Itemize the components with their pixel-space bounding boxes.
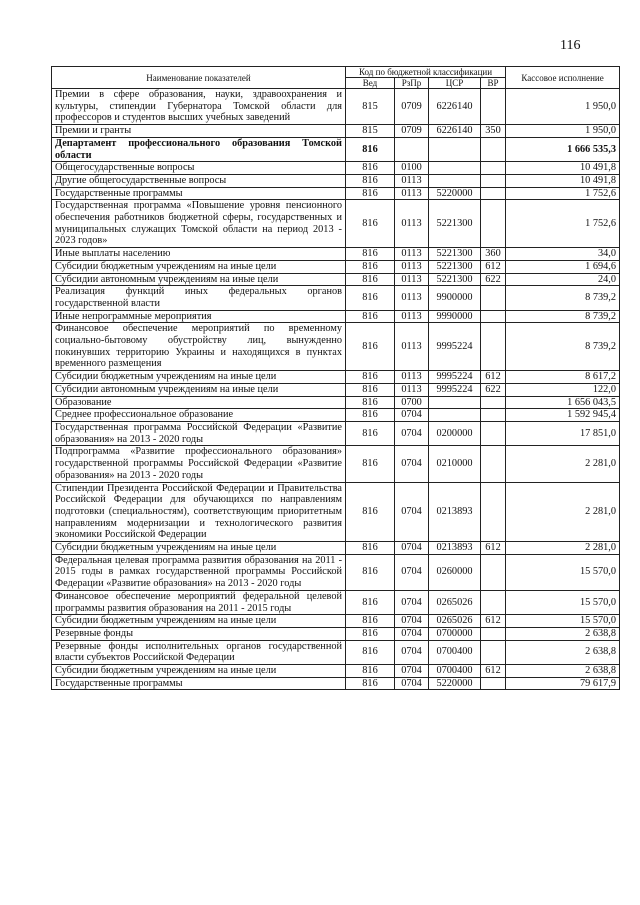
row-name: Другие общегосударственные вопросы: [52, 174, 346, 187]
row-value: 15 570,0: [506, 554, 620, 590]
row-rzpr: 0704: [395, 677, 429, 690]
row-name: Иные непрограммные мероприятия: [52, 310, 346, 323]
row-vr: [481, 162, 506, 175]
row-name: Субсидии бюджетным учреждениям на иные цели: [52, 371, 346, 384]
row-vr: 622: [481, 383, 506, 396]
row-csr: [429, 409, 481, 422]
row-vr: 622: [481, 273, 506, 286]
row-csr: [429, 162, 481, 175]
row-vr: 612: [481, 665, 506, 678]
table-row: [52, 260, 620, 273]
row-csr: 0700400: [429, 665, 481, 678]
table-row: [52, 421, 620, 445]
row-vr: 360: [481, 248, 506, 261]
row-csr: [429, 174, 481, 187]
row-rzpr: 0704: [395, 446, 429, 482]
table-row: [52, 665, 620, 678]
row-ved: 816: [346, 482, 395, 542]
row-value: 24,0: [506, 273, 620, 286]
row-rzpr: 0704: [395, 615, 429, 628]
table-row: [52, 310, 620, 323]
row-ved: 816: [346, 137, 395, 161]
row-name: Департамент профессионального образования Томской области: [52, 137, 346, 161]
row-rzpr: 0704: [395, 421, 429, 445]
row-rzpr: 0704: [395, 590, 429, 614]
row-value: 1 656 043,5: [506, 396, 620, 409]
row-csr: 0200000: [429, 421, 481, 445]
row-name: Среднее профессиональное образование: [52, 409, 346, 422]
row-rzpr: [395, 137, 429, 161]
table-row: [52, 590, 620, 614]
row-rzpr: 0113: [395, 323, 429, 371]
row-value: 2 281,0: [506, 482, 620, 542]
row-name: Субсидии бюджетным учреждениям на иные цели: [52, 542, 346, 555]
table-row: [52, 89, 620, 125]
table-row: [52, 554, 620, 590]
row-vr: [481, 627, 506, 640]
row-name: Реализация функций иных федеральных органов государственной власти: [52, 286, 346, 310]
row-rzpr: 0113: [395, 286, 429, 310]
row-value: 2 638,8: [506, 627, 620, 640]
row-vr: [481, 482, 506, 542]
row-rzpr: 0704: [395, 542, 429, 555]
row-name: Субсидии бюджетным учреждениям на иные цели: [52, 665, 346, 678]
row-vr: [481, 137, 506, 161]
header-csr: ЦСР: [429, 78, 481, 89]
page-number: 116: [560, 38, 581, 53]
row-name: Субсидии автономным учреждениям на иные цели: [52, 273, 346, 286]
row-rzpr: 0704: [395, 409, 429, 422]
row-vr: [481, 640, 506, 664]
row-vr: 612: [481, 615, 506, 628]
row-name: Государственная программа «Повышение уровня пенсионного обеспечения работников бюджетной сферы, государственных и муниципальных служащих Томской области на период 2013 - 2023 годов»: [52, 200, 346, 248]
table-row: [52, 482, 620, 542]
row-vr: [481, 187, 506, 200]
row-vr: 350: [481, 125, 506, 138]
row-value: 15 570,0: [506, 590, 620, 614]
row-vr: [481, 590, 506, 614]
row-ved: 816: [346, 187, 395, 200]
row-rzpr: 0113: [395, 248, 429, 261]
row-csr: 5221300: [429, 260, 481, 273]
row-ved: 816: [346, 248, 395, 261]
row-vr: [481, 396, 506, 409]
table-row: [52, 409, 620, 422]
row-rzpr: 0113: [395, 187, 429, 200]
row-ved: 815: [346, 125, 395, 138]
row-csr: 0260000: [429, 554, 481, 590]
row-value: 2 281,0: [506, 446, 620, 482]
row-name: Государственные программы: [52, 187, 346, 200]
row-name: Стипендии Президента Российской Федерации и Правительства Российской Федерации для обучающихся по направлениям подготовки (специальностям), соответствующим приоритетным направлениям модернизации и технологического развития экономики Российской Федерации: [52, 482, 346, 542]
table-row: [52, 323, 620, 371]
row-ved: 816: [346, 273, 395, 286]
row-csr: [429, 396, 481, 409]
table-row: [52, 174, 620, 187]
row-rzpr: 0113: [395, 310, 429, 323]
header-vr: ВР: [481, 78, 506, 89]
row-name: Премии в сфере образования, науки, здравоохранения и культуры, стипендии Губернатора Томской области для профессоров и студентов высших учебных заведений: [52, 89, 346, 125]
row-ved: 816: [346, 383, 395, 396]
row-rzpr: 0113: [395, 273, 429, 286]
row-ved: 816: [346, 446, 395, 482]
table-row: [52, 273, 620, 286]
row-vr: [481, 554, 506, 590]
row-name: Субсидии бюджетным учреждениям на иные цели: [52, 260, 346, 273]
row-vr: [481, 286, 506, 310]
row-name: Резервные фонды исполнительных органов государственной власти субъектов Российской Федерации: [52, 640, 346, 664]
row-rzpr: 0113: [395, 383, 429, 396]
row-vr: [481, 200, 506, 248]
table-row: [52, 383, 620, 396]
row-value: 2 638,8: [506, 665, 620, 678]
row-ved: 816: [346, 174, 395, 187]
row-ved: 816: [346, 162, 395, 175]
row-name: Финансовое обеспечение мероприятий по временному социально-бытовому обустройству лиц, вынужденно покинувших территорию Украины и находящихся в пунктах временного размещения: [52, 323, 346, 371]
row-vr: [481, 323, 506, 371]
row-value: 15 570,0: [506, 615, 620, 628]
row-ved: 816: [346, 396, 395, 409]
row-name: Подпрограмма «Развитие профессионального образования» государственной программы Российской Федерации «Развитие образования» на 2013 - 2020 годы: [52, 446, 346, 482]
row-value: 10 491,8: [506, 174, 620, 187]
row-csr: 0213893: [429, 542, 481, 555]
row-rzpr: 0704: [395, 665, 429, 678]
row-ved: 816: [346, 640, 395, 664]
table-row: [52, 125, 620, 138]
row-vr: 612: [481, 542, 506, 555]
header-name: Наименование показателей: [52, 67, 346, 89]
row-rzpr: 0704: [395, 554, 429, 590]
row-ved: 816: [346, 409, 395, 422]
row-csr: [429, 137, 481, 161]
row-ved: 816: [346, 310, 395, 323]
row-rzpr: 0113: [395, 260, 429, 273]
header-code-group: Код по бюджетной классификации: [346, 67, 506, 78]
row-name: Резервные фонды: [52, 627, 346, 640]
row-ved: 816: [346, 615, 395, 628]
header-rzpr: РзПр: [395, 78, 429, 89]
row-ved: 816: [346, 323, 395, 371]
row-rzpr: 0704: [395, 627, 429, 640]
row-value: 1 666 535,3: [506, 137, 620, 161]
row-name: Государственная программа Российской Федерации «Развитие образования» на 2013 - 2020 годы: [52, 421, 346, 445]
row-name: Федеральная целевая программа развития образования на 2011 - 2015 годы в рамках государственной программы Российской Федерации «Развитие образования» на 2013 - 2020 годы: [52, 554, 346, 590]
row-ved: 816: [346, 286, 395, 310]
table-row: [52, 542, 620, 555]
row-value: 34,0: [506, 248, 620, 261]
row-value: 8 739,2: [506, 323, 620, 371]
row-vr: [481, 446, 506, 482]
row-rzpr: 0704: [395, 482, 429, 542]
row-csr: 0210000: [429, 446, 481, 482]
row-name: Образование: [52, 396, 346, 409]
row-csr: 5220000: [429, 677, 481, 690]
row-rzpr: 0113: [395, 371, 429, 384]
row-ved: 816: [346, 371, 395, 384]
row-csr: 9900000: [429, 286, 481, 310]
row-rzpr: 0113: [395, 200, 429, 248]
row-ved: 816: [346, 200, 395, 248]
row-name: Субсидии бюджетным учреждениям на иные цели: [52, 615, 346, 628]
row-vr: [481, 677, 506, 690]
row-value: 1 950,0: [506, 125, 620, 138]
table-row: [52, 162, 620, 175]
row-rzpr: 0704: [395, 640, 429, 664]
row-name: Общегосударственные вопросы: [52, 162, 346, 175]
row-csr: 0213893: [429, 482, 481, 542]
table-row: [52, 396, 620, 409]
row-vr: [481, 310, 506, 323]
table-row: [52, 286, 620, 310]
row-csr: 0265026: [429, 590, 481, 614]
row-csr: 9990000: [429, 310, 481, 323]
table-row: [52, 677, 620, 690]
table-row: [52, 187, 620, 200]
row-csr: 6226140: [429, 89, 481, 125]
row-value: 122,0: [506, 383, 620, 396]
row-value: 17 851,0: [506, 421, 620, 445]
row-ved: 816: [346, 627, 395, 640]
row-rzpr: 0113: [395, 174, 429, 187]
row-value: 1 752,6: [506, 187, 620, 200]
row-csr: 5221300: [429, 248, 481, 261]
row-csr: 5221300: [429, 273, 481, 286]
table-row: [52, 200, 620, 248]
table-body: [52, 89, 620, 690]
row-value: 1 950,0: [506, 89, 620, 125]
row-ved: 816: [346, 260, 395, 273]
row-name: Иные выплаты населению: [52, 248, 346, 261]
row-value: 1 592 945,4: [506, 409, 620, 422]
row-csr: 6226140: [429, 125, 481, 138]
row-vr: 612: [481, 371, 506, 384]
row-rzpr: 0700: [395, 396, 429, 409]
table-row: [52, 248, 620, 261]
row-csr: 5221300: [429, 200, 481, 248]
row-ved: 816: [346, 665, 395, 678]
row-ved: 816: [346, 554, 395, 590]
row-rzpr: 0100: [395, 162, 429, 175]
row-value: 2 281,0: [506, 542, 620, 555]
table-row: [52, 137, 620, 161]
row-value: 1 752,6: [506, 200, 620, 248]
header-ved: Вед: [346, 78, 395, 89]
row-csr: 0700400: [429, 640, 481, 664]
row-value: 10 491,8: [506, 162, 620, 175]
row-name: Субсидии автономным учреждениям на иные цели: [52, 383, 346, 396]
row-csr: 0265026: [429, 615, 481, 628]
row-vr: 612: [481, 260, 506, 273]
table-row: [52, 640, 620, 664]
row-csr: 9995224: [429, 371, 481, 384]
row-ved: 816: [346, 421, 395, 445]
row-vr: [481, 174, 506, 187]
row-value: 79 617,9: [506, 677, 620, 690]
row-value: 8 617,2: [506, 371, 620, 384]
row-csr: 5220000: [429, 187, 481, 200]
row-name: Финансовое обеспечение мероприятий федеральной целевой программы развития образования на 2011 - 2015 годы: [52, 590, 346, 614]
row-vr: [481, 409, 506, 422]
row-rzpr: 0709: [395, 89, 429, 125]
row-ved: 816: [346, 590, 395, 614]
row-csr: 9995224: [429, 383, 481, 396]
row-name: Государственные программы: [52, 677, 346, 690]
row-rzpr: 0709: [395, 125, 429, 138]
table-row: [52, 627, 620, 640]
row-ved: 815: [346, 89, 395, 125]
budget-execution-table: [51, 66, 620, 690]
row-csr: 9995224: [429, 323, 481, 371]
row-ved: 816: [346, 677, 395, 690]
table-row: [52, 615, 620, 628]
row-vr: [481, 89, 506, 125]
row-csr: 0700000: [429, 627, 481, 640]
table-row: [52, 446, 620, 482]
row-value: 1 694,6: [506, 260, 620, 273]
row-ved: 816: [346, 542, 395, 555]
row-value: 2 638,8: [506, 640, 620, 664]
row-vr: [481, 421, 506, 445]
header-execution: Кассовое исполнение: [506, 67, 620, 89]
row-name: Премии и гранты: [52, 125, 346, 138]
row-value: 8 739,2: [506, 286, 620, 310]
table-row: [52, 371, 620, 384]
row-value: 8 739,2: [506, 310, 620, 323]
